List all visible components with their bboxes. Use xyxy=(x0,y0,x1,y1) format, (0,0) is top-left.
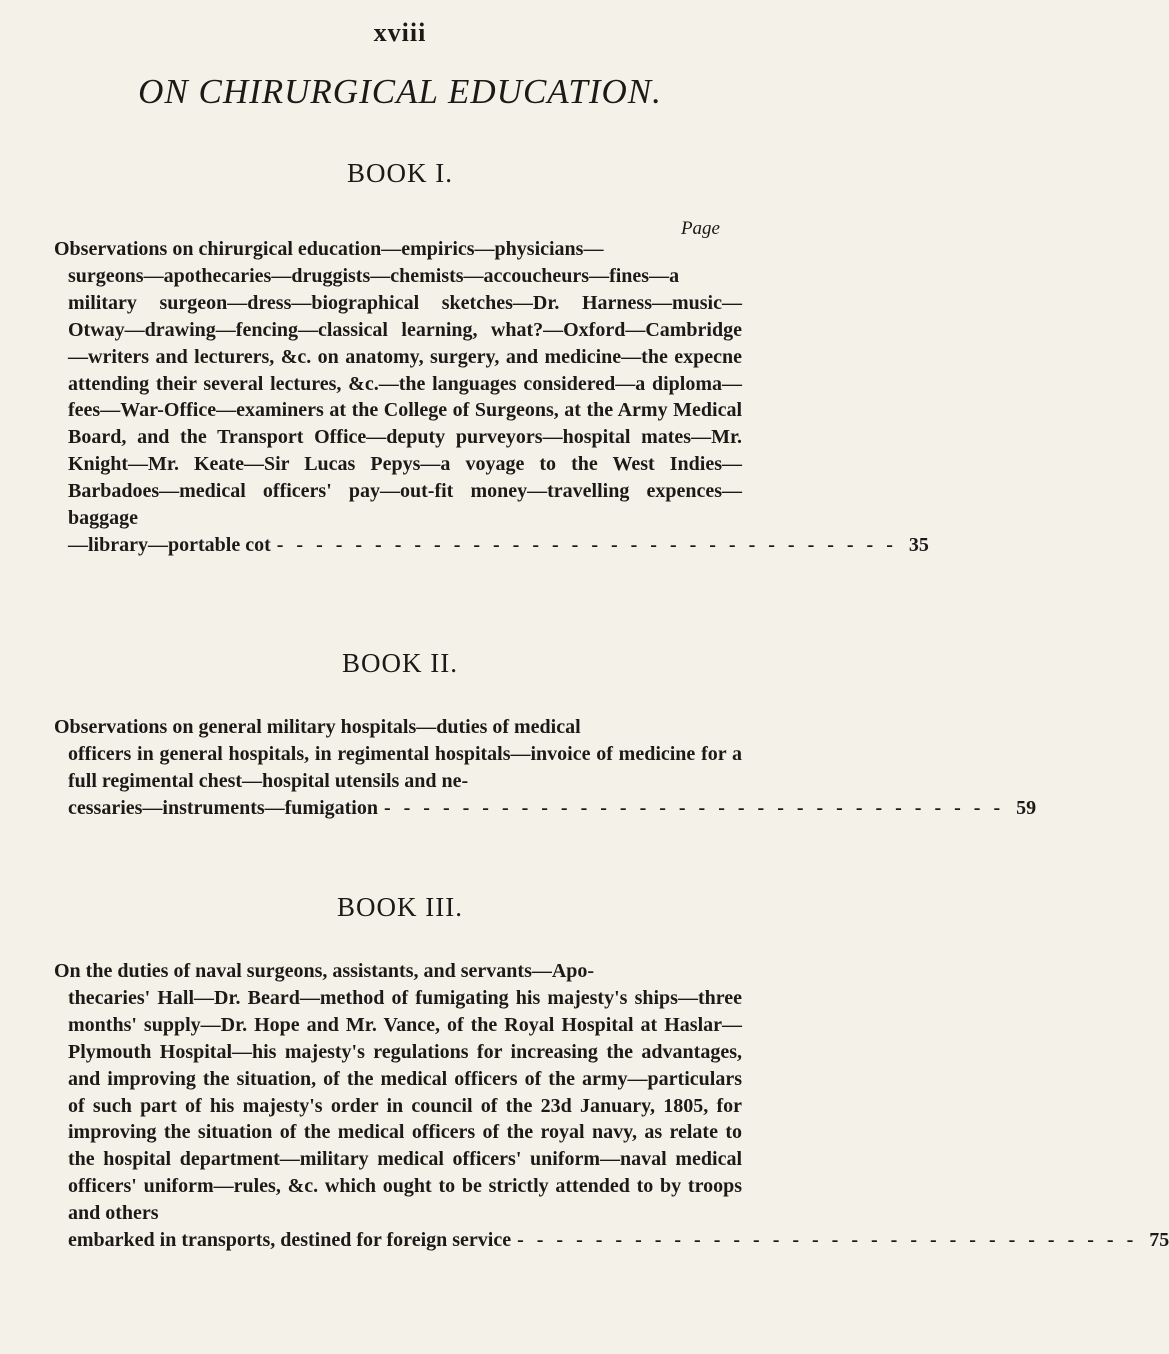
entry-last-line xyxy=(54,1227,1169,1254)
entry-body: thecaries' Hall—Dr. Beard—method of fumigating his majesty's ships—three months' supply—Dr. Hope and Mr. Vance, of the Royal Hospital at Haslar—Plymouth Hospital—his majesty's regulations for increasing the advantages, and improving the situation, of the medical officers of the army—particulars of such part of his majesty's order in council of the 23d January, 1805, for improving the situation of the medical officers of the royal navy, as relate to the hospital department—military medical officers' uniform—naval medical officers' uniform—rules, &c. which ought to be strictly attended to by troops and others xyxy=(68,986,742,1225)
entry-page-number: 35 xyxy=(908,533,929,556)
contents-entry xyxy=(54,958,1169,1254)
entry-page-number: 59 xyxy=(1016,796,1037,819)
dot-leaders: - - - - - - - - - - - - - - - - - - - - - - - - - - - - - - - - xyxy=(517,1229,1138,1252)
entry-last-line xyxy=(54,532,929,559)
entry-last-text: cessaries—instruments—fumigation xyxy=(68,796,378,819)
entry-last-text: embarked in transports, destined for foreign service xyxy=(68,1229,512,1252)
page-title: ON CHIRURGICAL EDUCATION. xyxy=(138,72,662,111)
entry-first-line: Observations on chirurgical education—empirics—physicians— xyxy=(54,238,604,260)
contents-entry xyxy=(54,236,929,559)
entry-first-line: On the duties of naval surgeons, assistants, and servants—Apo- xyxy=(54,960,595,982)
entry-body: officers in general hospitals, in regimental hospitals—invoice of medicine for a full regimental chest—hospital utensils and ne- xyxy=(68,742,742,792)
dot-leaders: - - - - - - - - - - - - - - - - - - - - - - - - - - - - - - - - xyxy=(276,533,897,556)
entry-first-line: Observations on general military hospitals—duties of medical xyxy=(54,716,581,738)
entry-last-line xyxy=(54,795,1037,822)
entry-last-text: —library—portable cot xyxy=(68,533,271,556)
dot-leaders: - - - - - - - - - - - - - - - - - - - - - - - - - - - - - - - - xyxy=(383,796,1005,819)
page-number: xviii xyxy=(373,18,427,47)
entry-page-number: 75 xyxy=(1149,1229,1169,1252)
page-column-label: Page xyxy=(680,218,720,239)
contents-entry xyxy=(54,714,1037,822)
book-heading: BOOK III. xyxy=(337,892,463,922)
book-heading: BOOK I. xyxy=(347,158,453,188)
book-heading: BOOK II. xyxy=(342,648,458,678)
entry-body: surgeons—apothecaries—druggists—chemists—accoucheurs—fines—a military surgeon—dress—biographical sketches—Dr. Harness—music—Otway—drawing—fencing—classical learning, what?—Oxford—Cambridge—writers and lecturers, &c. on anatomy, surgery, and medicine—the expecne attending their several lectures, &c.—the languages considered—a diploma—fees—War-Office—examiners at the College of Surgeons, at the Army Medical Board, and the Transport Office—deputy purveyors—hospital mates—Mr. Knight—Mr. Keate—Sir Lucas Pepys—a voyage to the West Indies—Barbadoes—medical officers' pay—out-fit money—travelling expences—baggage xyxy=(68,264,742,530)
